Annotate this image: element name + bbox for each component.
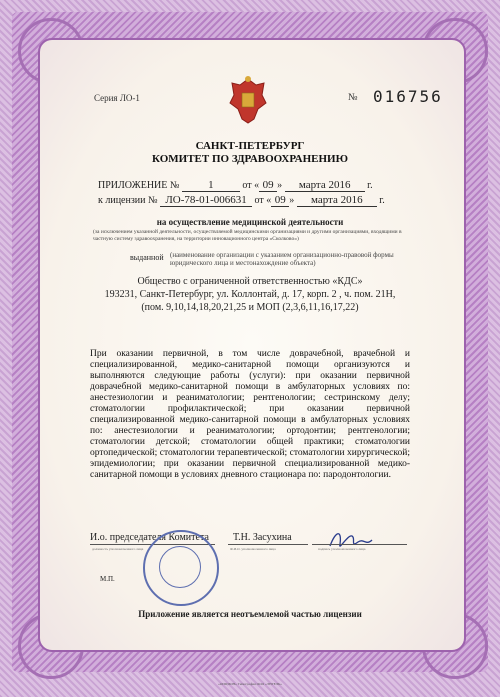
issued-to-label: выданной [130, 253, 164, 262]
appendix-month-year: марта 2016 [285, 179, 365, 192]
organization-address-1: 193231, Санкт-Петербург, ул. Коллонтай, д. 17, корп. 2 , ч. пом. 21Н, [104, 289, 396, 300]
issuer-committee: КОМИТЕТ ПО ЗДРАВООХРАНЕНИЮ [152, 153, 348, 165]
services-text: При оказании первичной, в том числе доврачебной, врачебной и специализированной, медико-санитарной помощи организуются и выполняются следующие работы (услуги): при оказании первичной доврачебной медико-санитарной помощи в амбулаторных условиях по: анестезиологии и реаниматологии; рентгенологии; сестринскому делу; стоматологии профилактической; при оказании первичной специализированной медико-санитарной помощи в амбулаторных условиях по: анестезиологии и реаниматологии; ортодонтии; рентгенологии; стоматологии детской; стоматологии общей практики; стоматологии ортопедической; стоматологии терапевтической; стоматологии хирургической; эпидемиологии; при оказании первичной специализированной медико-санитарной помощи в условиях дневного стационара по: пародонтологии. [90, 349, 410, 480]
seal-center [159, 546, 201, 588]
document-field [38, 38, 466, 652]
license-line: к лицензии № ЛО-78-01-006631 от « 09 » марта 2016 г. [98, 194, 385, 206]
name-line [228, 544, 308, 545]
license-from-label: от « [254, 195, 272, 206]
activity-heading: на осуществление медицинской деятельности [156, 217, 344, 227]
official-seal [143, 530, 219, 606]
signature-caption: подпись уполномоченного лица [318, 547, 366, 551]
printer-line: «ОПЦИОН» Типография ООО «ЭНГЕЛЬ» [218, 682, 282, 686]
appendix-number: 1 [182, 179, 240, 192]
appendix-from-label: от « [242, 180, 260, 191]
license-month-year: марта 2016 [297, 194, 377, 207]
issuer-city: САНКТ-ПЕТЕРБУРГ [195, 140, 305, 152]
appendix-year-suffix: г. [367, 180, 373, 191]
license-label: к лицензии № [98, 195, 158, 206]
name-caption: Ф.И.О. уполномоченного лица [230, 547, 276, 551]
signature-line [312, 544, 407, 545]
number-sign: № [348, 92, 358, 103]
appendix-label: ПРИЛОЖЕНИЕ № [98, 180, 180, 191]
appendix-line: ПРИЛОЖЕНИЕ № 1 от « 09 » марта 2016 г. [98, 179, 373, 191]
organization-name: Общество с ограниченной ответственностью «КДС» [137, 276, 363, 287]
position-caption: должность уполномоченного лица [92, 547, 144, 551]
activity-note: (за исключением указанной деятельности, осуществляемой медицинскими организациями и другими организациями, входящими в частную систему здравоохранения, на территории инновационного центра «Сколково») [93, 229, 402, 242]
footer-note: Приложение является неотъемлемой частью лицензии [138, 609, 362, 619]
license-year-suffix: г. [379, 195, 385, 206]
form-number: 016756 [373, 87, 443, 106]
issued-to-note: (наименование организации с указанием организационно-правовой формы юридического лица и местонахождение объекта) [170, 251, 394, 267]
seal-mark: М.П. [100, 575, 115, 583]
appendix-day: 09 [259, 179, 277, 192]
signatory-position: И.о. председателя Комитета [90, 532, 209, 543]
organization-address-2: (пом. 9,10,14,18,20,21,25 и МОП (2,3,6,11,16,17,22) [141, 302, 359, 313]
coat-of-arms-icon [226, 75, 270, 125]
license-number: ЛО-78-01-006631 [160, 194, 252, 207]
series-label: Серия ЛО-1 [94, 93, 140, 103]
license-day: 09 [271, 194, 289, 207]
signatory-name: Т.Н. Засухина [233, 532, 292, 543]
